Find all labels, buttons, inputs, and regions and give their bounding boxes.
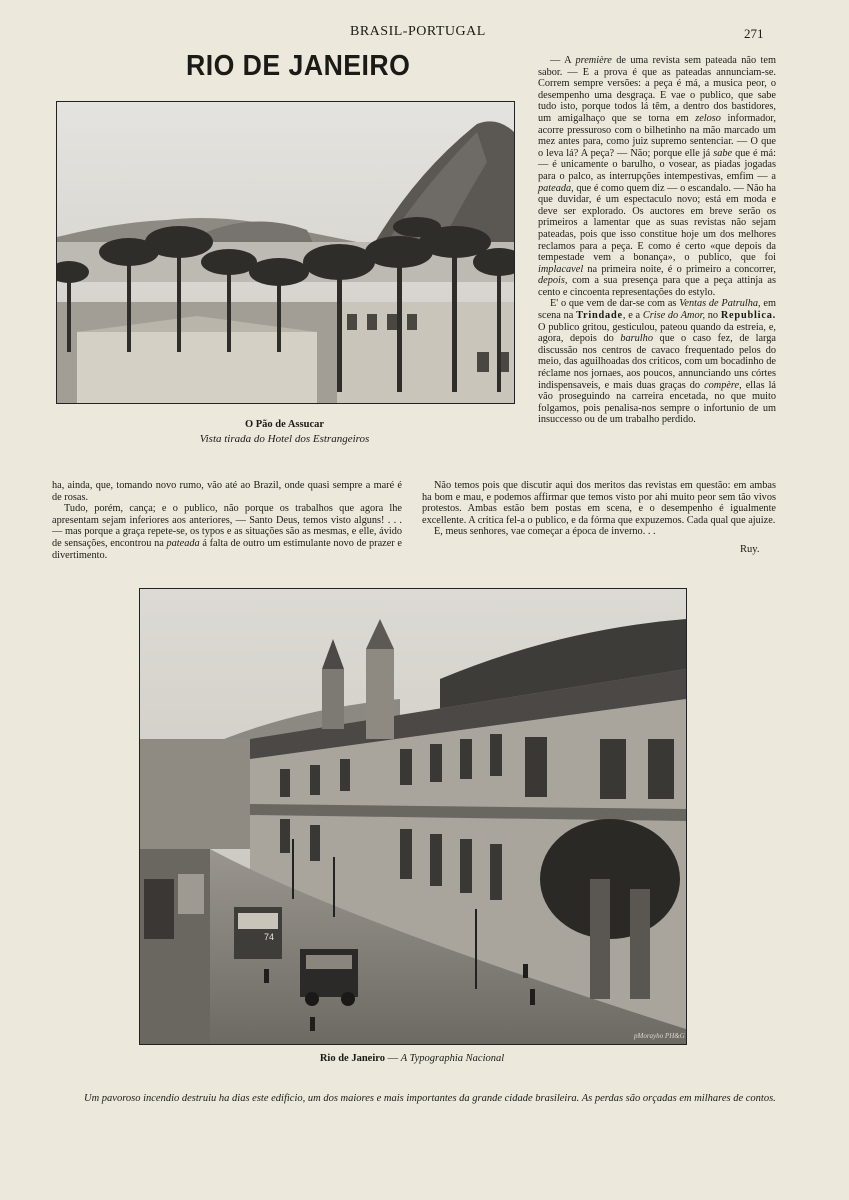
sugarloaf-photo (56, 101, 515, 404)
left-paragraph-2: Tudo, porém, cança; e o publico, não porque os trabalhos que agora lhe apresentam sejam inferiores aos anteriores, — Santo Deus, temos visto alguns! . . . — mas porque a graça repete-se, os typos e as situações são as mesmas, e elle, ávido de sensações, encontrou na pateada á falta de outro um estimulante novo de prazer e divertimento. (52, 503, 402, 561)
right-paragraph-2: E' o que vem de dar-se com as Ventas de Patrulha, em scena na Trindade, e a Crise do Amor, no Republica. O publico gritou, gesticulou, pateou quando da estreia, e, agora, depois do barulho que o caso fez, de larga discussão nos centros de cavaco frequentado pelos do meio, das aguilhoadas dos criticos, com um bocadinho de réclame nos jornaes, aos poucos, annunciando uns córtes indispensaveis, e mais duas graças do compère, ellas lá vão proseguindo na carreira encetada, no que muito folgamos, pois penalisa-nos sempre o infortunio de um insuccesso ou de um trabalho perdido. (538, 298, 777, 426)
left-paragraph-1: ha, ainda, que, tomando novo rumo, vão até ao Brazil, onde quasi sempre a maré é de rosas. (52, 480, 402, 503)
running-title: BRASIL-PORTUGAL (350, 24, 486, 39)
right-column-text (538, 55, 776, 426)
typographia-photo (139, 588, 687, 1045)
right-paragraph-1: — A première de uma revista sem pateada não tem sabor. — E a prova é que as pateadas annunciam-se. Correm sempre versões: a peça é má, a musica peor, o desempenho uma desgraça. E vae o publico, que sabe tudo isto, porque todos lá têm, a dentro dos bastidores, um amigalhaço que se torna em zeloso informador, acorre pressuroso com o bilhetinho na mão marcado um mez antes para, como juiz supremo sentenciar. — O que o leva lá? A peça? — Não; porque elle já sabe que é má: — é unicamente o barulho, o vosear, as piadas jogadas para o palco, as interrupções intempestivas, emfim — a pateada, que é como quem diz — o escandalo. — Não ha que duvidar, é um espectaculo novo; está em moda e deve ser explorado. Os auctores em breve serão os primeiros a lamentar que as suas revistas não sejam pateadas, pois que isso constitue hoje um dos melhores reclamos para a peça. E como é certo «que depois da tempestade vem a bonança», o publico, que foi implacavel na primeira noite, é o primeiro a concorrer, depois, com a sua presença para que a peça attinja as cento e cincoenta representações do estylo. (538, 55, 776, 298)
page-header (0, 24, 849, 42)
left-column-text (52, 480, 402, 561)
tram-number: 74 (264, 932, 275, 942)
right-lower-text (422, 480, 776, 538)
typographia-photo-illustration (140, 589, 686, 1044)
photographer-mark: pMorayho PH&G (634, 1032, 685, 1040)
photo2-caption: Rio de Janeiro — A Typographia Nacional (319, 1053, 505, 1064)
sugarloaf-photo-illustration (57, 102, 514, 403)
article-title: RIO DE JANEIRO (186, 50, 411, 82)
author-signature: Ruy. (740, 544, 760, 555)
photo1-caption-subtitle: Vista tirada do Hotel dos Estrangeiros (199, 433, 370, 445)
page-number: 271 (744, 26, 764, 41)
fire-caption: Um pavoroso incendio destruiu ha dias este edificio, um dos maiores e mais importantes da grande cidade brasileira. As perdas são orçadas em milhares de contos. (84, 1093, 776, 1104)
right-paragraph-3: Não temos pois que discutir aqui dos meritos das revistas em questão: em ambas ha bom e mau, e podemos affirmar que temos visto por ahi muito peor sem tão vivos protestos. Ambas estão bem postas em scena, e o desempenho é igualmente excellente. A critica fel-a o publico, e da fórma que expuzemos. Cada qual que ajuize. (422, 480, 776, 526)
right-paragraph-4: E, meus senhores, vae começar a época de inverno. . . (434, 526, 656, 538)
photo1-caption-title: O Pão de Assucar (244, 419, 325, 430)
